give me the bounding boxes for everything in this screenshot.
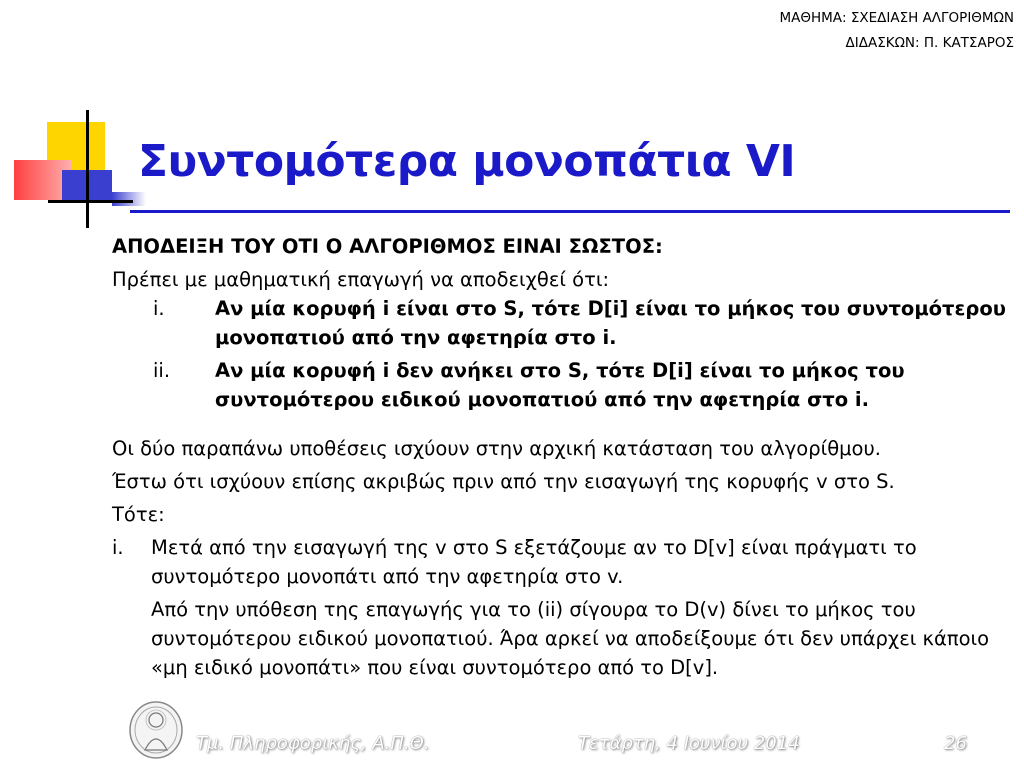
- claim-text: Αν μία κορυφή i δεν ανήκει στο S, τότε D[i] είναι το μήκος του συντομότερου ειδικού μονοπατιού από την αφετηρία στο i.: [215, 359, 905, 411]
- decorative-blocks: [0, 100, 140, 230]
- slide-title: Συντομότερα μονοπάτια VI: [138, 136, 796, 187]
- body-line: Οι δύο παραπάνω υποθέσεις ισχύουν στην αρχική κατάσταση του αλγορίθμου.: [112, 437, 881, 460]
- step-continuation: [112, 595, 1017, 682]
- blue-accent: [112, 192, 146, 206]
- claims-list: [112, 294, 1017, 414]
- horizontal-line: [48, 200, 133, 203]
- slide-header: [779, 6, 1014, 56]
- footer-department: Τμ. Πληροφορικής, Α.Π.Θ.: [196, 733, 430, 754]
- step-number: i.: [112, 536, 124, 559]
- university-seal-icon: [128, 700, 184, 760]
- vertical-line: [86, 110, 89, 228]
- instructor-label: ΔΙΔΑΣΚΩΝ: Π. ΚΑΤΣΑΡΟΣ: [845, 35, 1014, 51]
- step-item: [112, 533, 1017, 591]
- claim-text: Αν μία κορυφή i είναι στο S, τότε D[i] είναι το μήκος του συντομότερου μονοπατιού από την αφετηρία στο i.: [215, 297, 1006, 349]
- footer-page-number: 26: [944, 733, 967, 754]
- step-text: Μετά από την εισαγωγή της v στο S εξετάζουμε αν το D[v] είναι πράγματι το συντομότερο μονοπάτι από την αφετηρία στο v.: [151, 536, 917, 588]
- title-underline: [130, 210, 1010, 213]
- claim-number: ii.: [153, 359, 171, 382]
- claim-item: [112, 294, 1017, 352]
- claim-item: [112, 356, 1017, 414]
- intro-line: Πρέπει με μαθηματική επαγωγή να αποδειχθεί ότι:: [112, 268, 610, 291]
- claim-number: i.: [153, 297, 165, 320]
- slide-body: [112, 232, 1017, 682]
- course-label: ΜΑΘΗΜΑ: ΣΧΕΔΙΑΣΗ ΑΛΓΟΡΙΘΜΩΝ: [779, 10, 1014, 26]
- body-line: Έστω ότι ισχύουν επίσης ακριβώς πριν από την εισαγωγή της κορυφής v στο S.: [112, 470, 895, 493]
- body-line: Τότε:: [112, 503, 165, 526]
- step-cont-text: Από την υπόθεση της επαγωγής για το (ii) σίγουρα το D(v) δίνει το μήκος του συντομότερου ειδικού μονοπατιού. Άρα αρκεί να αποδείξουμε ότι δεν υπάρχει κάποιο «μη ειδικό μονοπάτι» που είναι συντομότερο από το D[v].: [151, 598, 990, 679]
- footer-date: Τετάρτη, 4 Ιουνίου 2014: [578, 733, 800, 754]
- proof-heading: ΑΠΟΔΕΙΞΗ ΤΟΥ ΟΤΙ Ο ΑΛΓΟΡΙΘΜΟΣ ΕΙΝΑΙ ΣΩΣΤΟΣ:: [112, 235, 663, 258]
